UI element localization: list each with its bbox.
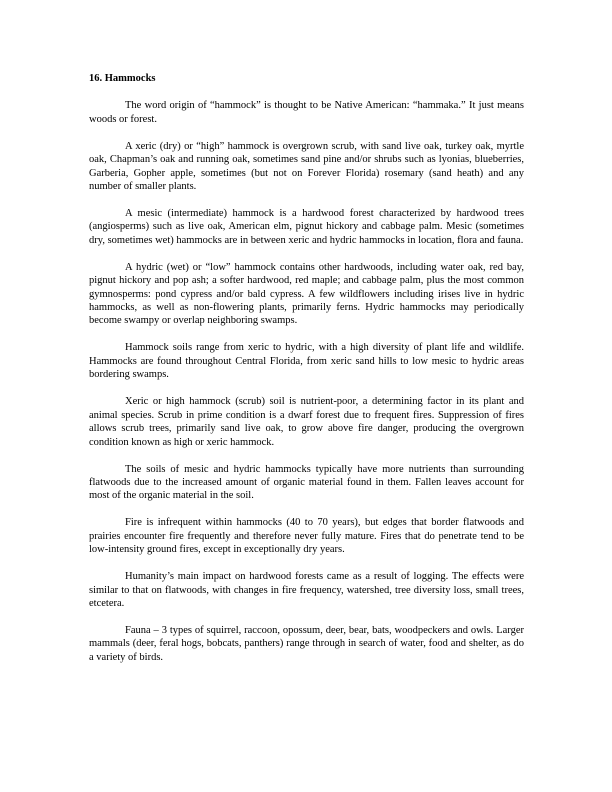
paragraph-human-impact: Humanity’s main impact on hardwood forests came as a result of logging. The effects were similar to that on flatwoods, with changes in fire frequency, watershed, tree diversity loss, small trees, etcetera. <box>89 571 524 609</box>
section-heading: 16. Hammocks <box>89 73 156 84</box>
paragraph-mesic-hammock: A mesic (intermediate) hammock is a hardwood forest characterized by hardwood trees (angiosperms) such as live oak, American elm, pignut hickory and cabbage palm. Mesic (sometimes dry, sometimes wet) hammocks are in between xeric and hydric hammocks in location, flora and fauna. <box>89 208 524 246</box>
paragraph-word-origin: The word origin of “hammock” is thought to be Native American: “hammaka.” It just means woods or forest. <box>89 100 524 125</box>
paragraph-mesic-hydric-soils: The soils of mesic and hydric hammocks typically have more nutrients than surrounding flatwoods due to the increased amount of organic material found in them. Fallen leaves account for most of the organic material in the soil. <box>89 463 524 502</box>
paragraph-fauna: Fauna – 3 types of squirrel, raccoon, opossum, deer, bear, bats, woodpeckers and owls. Larger mammals (deer, feral hogs, bobcats, panthers) range through in search of water, food and shelter, as do a variety of birds. <box>89 624 524 663</box>
paragraph-hammock-soils: Hammock soils range from xeric to hydric, with a high diversity of plant life and wildlife. Hammocks are found throughout Central Florida, from xeric sand hills to low mesic to hydric areas bordering swamps. <box>89 342 524 381</box>
paragraph-fire: Fire is infrequent within hammocks (40 to 70 years), but edges that border flatwoods and prairies encounter fire frequently and therefore never fully mature. Fires that do penetrate tend to be low-intensity ground fires, except in exceptionally dry years. <box>89 517 524 556</box>
paragraph-scrub-soil: Xeric or high hammock (scrub) soil is nutrient-poor, a determining factor in its plant and animal species. Scrub in prime condition is a dwarf forest due to frequent fires. Suppression of fires allows scrub trees, primarily sand live oak, to grow above fire danger, producing the overgrown condition known as high or xeric hammock. <box>89 396 524 448</box>
page-content <box>89 72 524 678</box>
paragraph-hydric-hammock: A hydric (wet) or “low” hammock contains other hardwoods, including water oak, red bay, pignut hickory and pop ash; a softer hardwood, red maple; and cabbage palm, plus the most common gymnosperms: pond cypress and/or bald cypress. A few wildflowers including irises live in hydric hammocks, as well as non-flowering plants, primarily ferns. Hydric hammocks may periodically become swampy or overlap neighboring swamps. <box>89 261 524 327</box>
paragraph-xeric-hammock: A xeric (dry) or “high” hammock is overgrown scrub, with sand live oak, turkey oak, myrtle oak, Chapman’s oak and running oak, sometimes sand pine and/or shrubs such as lyonias, blueberries, Garberia, Gopher apple, sometimes (but not on Forever Florida) rosemary (sand heath) and any number of smaller plants. <box>89 140 524 193</box>
